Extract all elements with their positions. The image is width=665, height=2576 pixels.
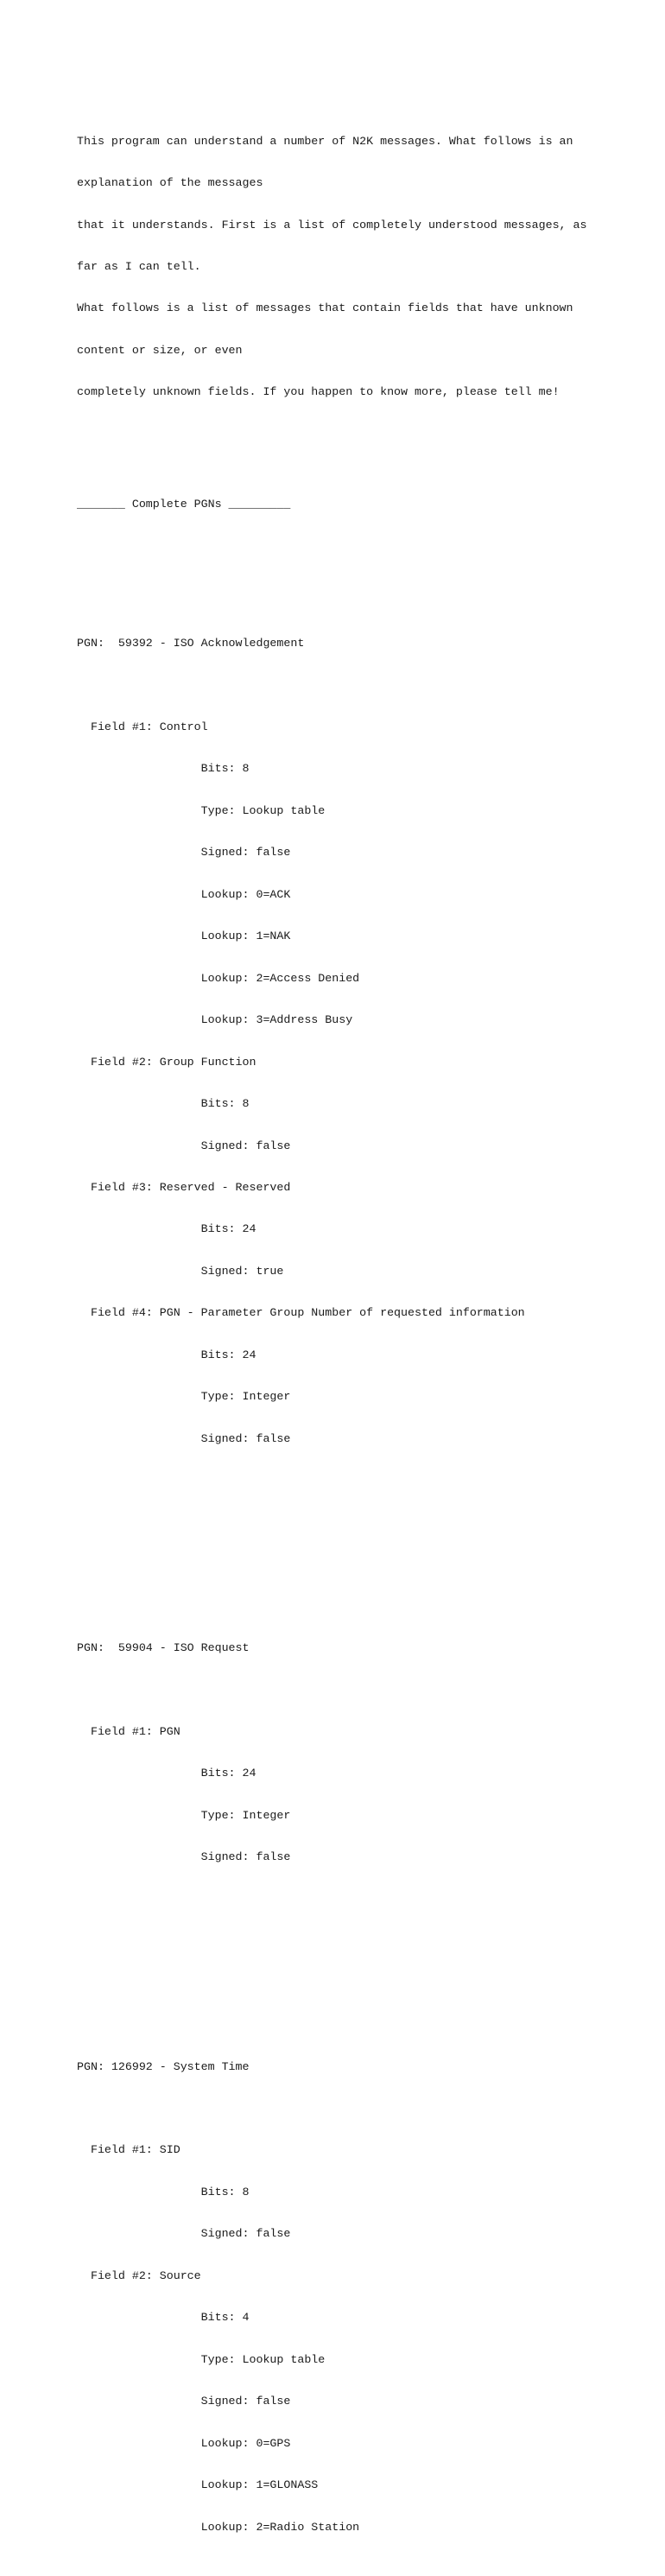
- pgn-block: [77, 2032, 656, 2562]
- field-detail: Type: Lookup table: [77, 803, 326, 817]
- blank-line: [77, 1501, 656, 1515]
- field-detail: Bits: 8: [77, 2185, 250, 2198]
- blank-line: [77, 1920, 656, 1934]
- field-detail: Signed: true: [77, 1264, 284, 1278]
- field-detail: Signed: false: [77, 846, 291, 860]
- field-detail: Lookup: 1=NAK: [77, 930, 291, 943]
- intro-line: This program can understand a number of N2K messages. What follows is an: [77, 134, 573, 148]
- field-detail: Type: Integer: [77, 1390, 291, 1404]
- field-label: Field #1: PGN: [77, 1724, 180, 1738]
- field-detail: Lookup: 3=Address Busy: [77, 1013, 353, 1027]
- blank-line: [77, 1962, 656, 1976]
- blank-line: [77, 2102, 656, 2116]
- intro-line: far as I can tell.: [77, 259, 201, 273]
- field-label: Field #2: Source: [77, 2268, 201, 2282]
- field-detail: Bits: 24: [77, 1767, 256, 1780]
- section-heading: _______ Complete PGNs _________: [77, 497, 291, 511]
- blank-line: [77, 455, 656, 469]
- field-label: Field #2: Group Function: [77, 1055, 256, 1069]
- pgn-title: PGN: 59392 - ISO Acknowledgement: [77, 637, 305, 650]
- pgn-block: [77, 609, 656, 1474]
- field-detail: Signed: false: [77, 1431, 291, 1445]
- blank-line: [77, 1544, 656, 1558]
- blank-line: [77, 539, 656, 553]
- field-detail: Signed: false: [77, 2227, 291, 2241]
- pgn-title: PGN: 59904 - ISO Request: [77, 1641, 250, 1654]
- field-detail: Bits: 4: [77, 2311, 250, 2325]
- field-label: Field #1: SID: [77, 2143, 180, 2157]
- field-label: Field #1: Control: [77, 720, 208, 733]
- field-label: Field #4: PGN - Parameter Group Number of requested information: [77, 1306, 525, 1320]
- document-page: [77, 79, 656, 2576]
- pgn-title: PGN: 126992 - System Time: [77, 2059, 250, 2073]
- intro-line: completely unknown fields. If you happen to know more, please tell me!: [77, 385, 560, 399]
- field-detail: Type: Integer: [77, 1808, 291, 1822]
- field-detail: Lookup: 0=ACK: [77, 887, 291, 901]
- intro-line: that it understands. First is a list of completely understood messages, as: [77, 218, 587, 232]
- intro-paragraph: [77, 106, 656, 427]
- field-detail: Bits: 24: [77, 1222, 256, 1236]
- pgn-block: [77, 1614, 656, 1893]
- field-detail: Signed: false: [77, 1139, 291, 1152]
- field-detail: Signed: false: [77, 1850, 291, 1864]
- field-detail: Signed: false: [77, 2395, 291, 2408]
- intro-line: content or size, or even: [77, 343, 243, 357]
- blank-line: [77, 1683, 656, 1697]
- field-detail: Lookup: 1=GLONASS: [77, 2478, 319, 2492]
- field-detail: Type: Lookup table: [77, 2352, 326, 2366]
- field-detail: Bits: 8: [77, 762, 250, 776]
- intro-line: explanation of the messages: [77, 176, 263, 190]
- intro-line: What follows is a list of messages that contain fields that have unknown: [77, 301, 573, 315]
- blank-line: [77, 679, 656, 693]
- field-detail: Lookup: 2=Access Denied: [77, 971, 360, 985]
- field-detail: Lookup: 0=GPS: [77, 2436, 291, 2450]
- field-detail: Bits: 8: [77, 1097, 250, 1111]
- field-detail: Lookup: 2=Radio Station: [77, 2520, 360, 2534]
- field-label: Field #3: Reserved - Reserved: [77, 1180, 291, 1194]
- field-detail: Bits: 24: [77, 1348, 256, 1361]
